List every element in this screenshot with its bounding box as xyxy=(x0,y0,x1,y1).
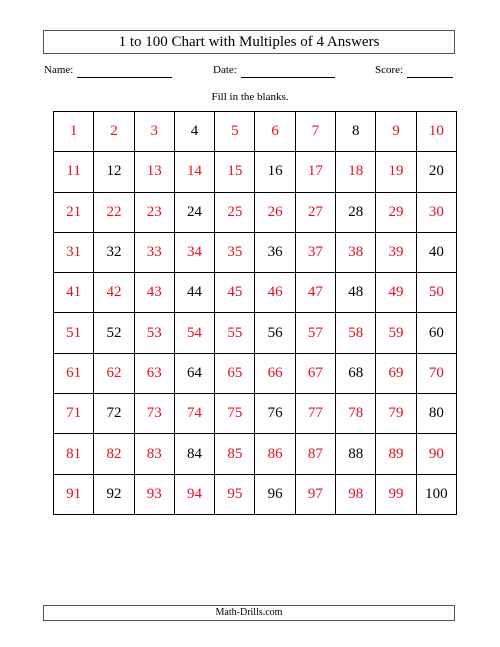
answer-number-cell: 63 xyxy=(134,353,174,393)
answer-number-cell: 9 xyxy=(376,112,416,152)
given-number-cell: 24 xyxy=(174,192,214,232)
grid-row xyxy=(54,192,457,232)
answer-number-cell: 29 xyxy=(376,192,416,232)
answer-number-cell: 22 xyxy=(94,192,134,232)
given-number-cell: 28 xyxy=(336,192,376,232)
answer-number-cell: 59 xyxy=(376,313,416,353)
grid-row xyxy=(54,112,457,152)
answer-number-cell: 35 xyxy=(215,232,255,272)
footer-credit: Math-Drills.com xyxy=(43,605,455,621)
answer-number-cell: 11 xyxy=(54,152,94,192)
answer-number-cell: 61 xyxy=(54,353,94,393)
answer-number-cell: 83 xyxy=(134,434,174,474)
given-number-cell: 4 xyxy=(174,112,214,152)
given-number-cell: 32 xyxy=(94,232,134,272)
answer-number-cell: 78 xyxy=(336,394,376,434)
given-number-cell: 84 xyxy=(174,434,214,474)
grid-row xyxy=(54,273,457,313)
answer-number-cell: 66 xyxy=(255,353,295,393)
grid-row xyxy=(54,474,457,514)
answer-number-cell: 7 xyxy=(295,112,335,152)
given-number-cell: 44 xyxy=(174,273,214,313)
score-label: Score: xyxy=(375,64,404,76)
answer-number-cell: 43 xyxy=(134,273,174,313)
answer-number-cell: 70 xyxy=(416,353,456,393)
given-number-cell: 96 xyxy=(255,474,295,514)
date-blank-line xyxy=(241,65,335,78)
score-field xyxy=(375,62,453,78)
answer-number-cell: 10 xyxy=(416,112,456,152)
answer-number-cell: 86 xyxy=(255,434,295,474)
answer-number-cell: 26 xyxy=(255,192,295,232)
answer-number-cell: 14 xyxy=(174,152,214,192)
given-number-cell: 68 xyxy=(336,353,376,393)
answer-number-cell: 82 xyxy=(94,434,134,474)
given-number-cell: 88 xyxy=(336,434,376,474)
answer-number-cell: 2 xyxy=(94,112,134,152)
answer-number-cell: 51 xyxy=(54,313,94,353)
given-number-cell: 56 xyxy=(255,313,295,353)
name-blank-line xyxy=(77,65,172,78)
answer-number-cell: 13 xyxy=(134,152,174,192)
given-number-cell: 64 xyxy=(174,353,214,393)
answer-number-cell: 27 xyxy=(295,192,335,232)
answer-number-cell: 85 xyxy=(215,434,255,474)
score-blank-line xyxy=(407,65,453,78)
answer-number-cell: 39 xyxy=(376,232,416,272)
grid-row xyxy=(54,232,457,272)
answer-number-cell: 34 xyxy=(174,232,214,272)
answer-number-cell: 69 xyxy=(376,353,416,393)
answer-number-cell: 81 xyxy=(54,434,94,474)
answer-number-cell: 91 xyxy=(54,474,94,514)
given-number-cell: 48 xyxy=(336,273,376,313)
answer-number-cell: 65 xyxy=(215,353,255,393)
answer-number-cell: 47 xyxy=(295,273,335,313)
answer-number-cell: 49 xyxy=(376,273,416,313)
answer-number-cell: 3 xyxy=(134,112,174,152)
answer-number-cell: 97 xyxy=(295,474,335,514)
answer-number-cell: 41 xyxy=(54,273,94,313)
answer-number-cell: 75 xyxy=(215,394,255,434)
date-field xyxy=(213,62,335,78)
date-label: Date: xyxy=(213,64,237,76)
answer-number-cell: 98 xyxy=(336,474,376,514)
answer-number-cell: 87 xyxy=(295,434,335,474)
answer-number-cell: 67 xyxy=(295,353,335,393)
answer-number-cell: 46 xyxy=(255,273,295,313)
given-number-cell: 60 xyxy=(416,313,456,353)
hundreds-chart xyxy=(53,111,457,515)
given-number-cell: 76 xyxy=(255,394,295,434)
answer-number-cell: 62 xyxy=(94,353,134,393)
answer-number-cell: 38 xyxy=(336,232,376,272)
answer-number-cell: 21 xyxy=(54,192,94,232)
answer-number-cell: 45 xyxy=(215,273,255,313)
answer-number-cell: 99 xyxy=(376,474,416,514)
answer-number-cell: 90 xyxy=(416,434,456,474)
given-number-cell: 16 xyxy=(255,152,295,192)
answer-number-cell: 37 xyxy=(295,232,335,272)
answer-number-cell: 30 xyxy=(416,192,456,232)
given-number-cell: 12 xyxy=(94,152,134,192)
answer-number-cell: 5 xyxy=(215,112,255,152)
answer-number-cell: 31 xyxy=(54,232,94,272)
answer-number-cell: 77 xyxy=(295,394,335,434)
answer-number-cell: 54 xyxy=(174,313,214,353)
given-number-cell: 72 xyxy=(94,394,134,434)
given-number-cell: 100 xyxy=(416,474,456,514)
answer-number-cell: 57 xyxy=(295,313,335,353)
answer-number-cell: 17 xyxy=(295,152,335,192)
given-number-cell: 8 xyxy=(336,112,376,152)
answer-number-cell: 94 xyxy=(174,474,214,514)
answer-number-cell: 1 xyxy=(54,112,94,152)
given-number-cell: 40 xyxy=(416,232,456,272)
given-number-cell: 20 xyxy=(416,152,456,192)
worksheet-title: 1 to 100 Chart with Multiples of 4 Answers xyxy=(43,30,455,54)
name-label: Name: xyxy=(44,64,74,76)
answer-number-cell: 6 xyxy=(255,112,295,152)
grid-row xyxy=(54,394,457,434)
answer-number-cell: 15 xyxy=(215,152,255,192)
given-number-cell: 36 xyxy=(255,232,295,272)
answer-number-cell: 23 xyxy=(134,192,174,232)
given-number-cell: 52 xyxy=(94,313,134,353)
name-field xyxy=(44,62,172,78)
answer-number-cell: 71 xyxy=(54,394,94,434)
instructions: Fill in the blanks. xyxy=(211,91,289,103)
grid-row xyxy=(54,313,457,353)
answer-number-cell: 19 xyxy=(376,152,416,192)
answer-number-cell: 42 xyxy=(94,273,134,313)
answer-number-cell: 74 xyxy=(174,394,214,434)
answer-number-cell: 18 xyxy=(336,152,376,192)
answer-number-cell: 95 xyxy=(215,474,255,514)
answer-number-cell: 89 xyxy=(376,434,416,474)
grid-row xyxy=(54,434,457,474)
answer-number-cell: 33 xyxy=(134,232,174,272)
answer-number-cell: 50 xyxy=(416,273,456,313)
answer-number-cell: 25 xyxy=(215,192,255,232)
grid-row xyxy=(54,152,457,192)
given-number-cell: 80 xyxy=(416,394,456,434)
answer-number-cell: 93 xyxy=(134,474,174,514)
answer-number-cell: 58 xyxy=(336,313,376,353)
answer-number-cell: 73 xyxy=(134,394,174,434)
answer-number-cell: 53 xyxy=(134,313,174,353)
given-number-cell: 92 xyxy=(94,474,134,514)
answer-number-cell: 79 xyxy=(376,394,416,434)
answer-number-cell: 55 xyxy=(215,313,255,353)
grid-row xyxy=(54,353,457,393)
